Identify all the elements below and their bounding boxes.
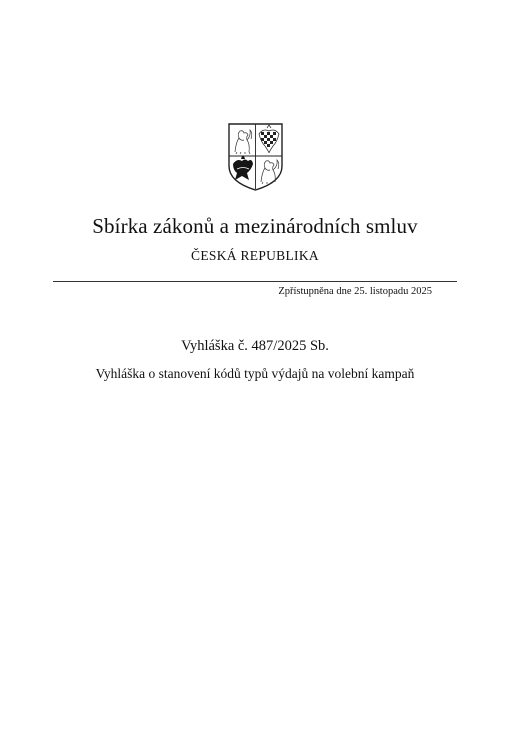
decree-title: Vyhláška o stanovení kódů typů výdajů na volební kampaň	[95, 366, 415, 381]
country-name: ČESKÁ REPUBLIKA	[191, 248, 319, 263]
czech-coat-of-arms-icon	[227, 122, 284, 192]
header-divider	[53, 281, 457, 282]
decree-number: Vyhláška č. 487/2025 Sb.	[181, 338, 329, 354]
collection-title: Sbírka zákonů a mezinárodních smluv	[92, 214, 418, 238]
publication-date: Zpřístupněna dne 25. listopadu 2025	[278, 286, 432, 297]
